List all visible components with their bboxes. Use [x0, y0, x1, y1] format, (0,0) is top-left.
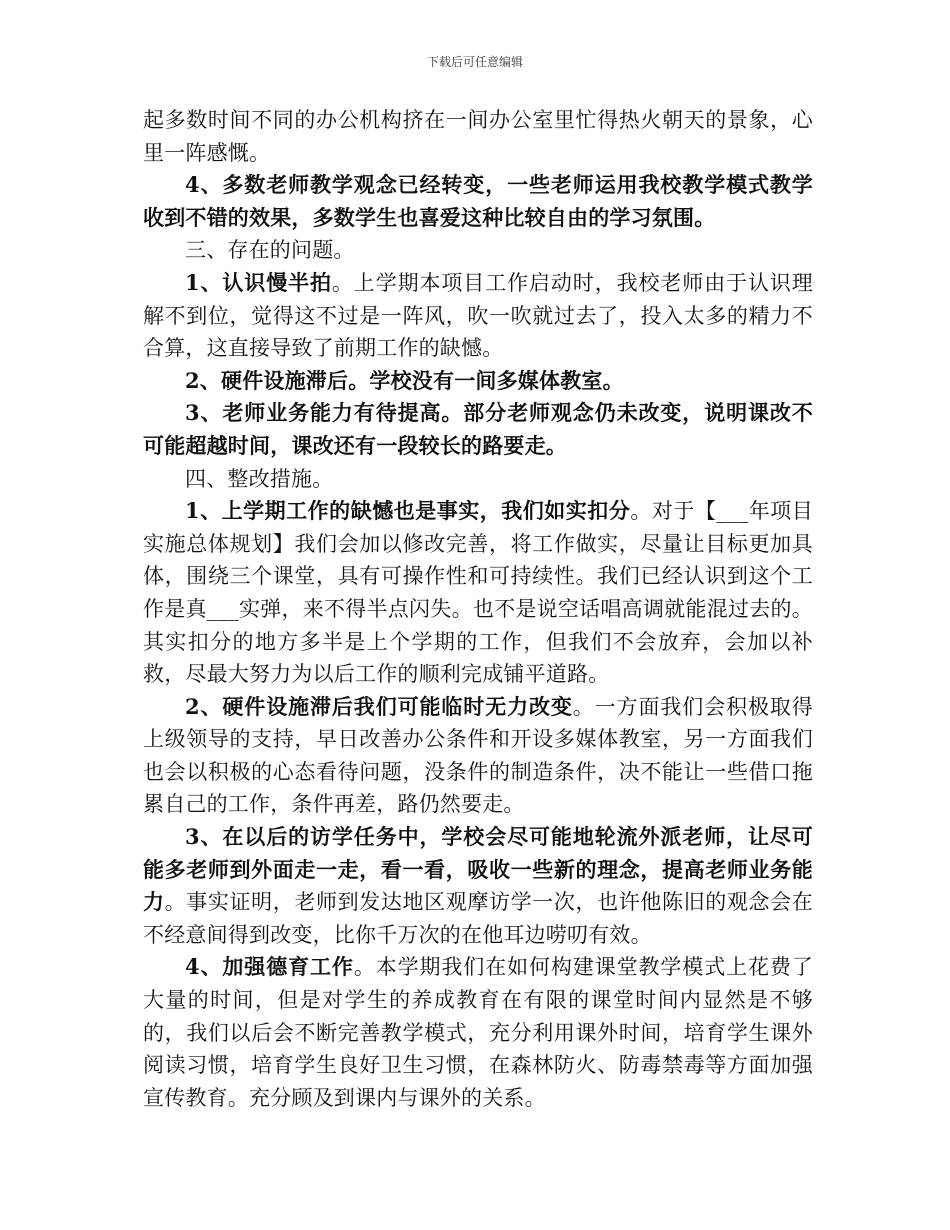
- paragraph-lead: 4、加强德育工作: [185, 954, 354, 980]
- paragraph: 1、上学期工作的缺憾也是事实，我们如实扣分。对于【___年项目实施总体规划】我们会加以修改完善，将工作做实，尽量让目标更加具体，围绕三个课堂，具有可操作性和可持续性。我们已经认识到这个工作是真___实弹，来不得半点闪失。也不是说空话唱高调就能混过去的。其实扣分的地方多半是上个学期的工作，但我们不会放弃，会加以补救，尽最大努力为以后工作的顺利完成铺平道路。: [143, 498, 813, 687]
- paragraph: 2、硬件设施滞后。学校没有一间多媒体教室。: [185, 367, 624, 393]
- paragraph-lead: 3、在以后的访学任务中，学校会尽可能地轮流外派老师，让尽可能多老师到外面走一走，看一看，吸收一些新的理念，提高老师业务能力: [143, 824, 813, 915]
- paragraph: 4、加强德育工作。本学期我们在如何构建课堂教学模式上花费了大量的时间，但是对学生的养成教育在有限的课堂时间内显然是不够的，我们以后会不断完善教学模式，充分利用课外时间，培育学生课外阅读习惯，培育学生良好卫生习惯，在森林防火、防毒禁毒等方面加强宣传教育。充分顾及到课内与课外的关系。: [143, 954, 813, 1110]
- section-heading: 四、整改措施。: [185, 466, 334, 491]
- paragraph: 2、硬件设施滞后我们可能临时无力改变。一方面我们会积极取得上级领导的支持，早日改善办公条件和开设多媒体教室，另一方面我们也会以积极的心态看待问题，没条件的制造条件，决不能让一些借口拖累自己的工作，条件再差，路仍然要走。: [143, 693, 813, 817]
- document-body: [143, 104, 813, 1114]
- paragraph: 起多数时间不同的办公机构挤在一间办公室里忙得热火朝天的景象，心里一阵感慨。: [143, 108, 813, 165]
- paragraph-lead: 1、认识慢半拍: [185, 269, 332, 295]
- paragraph: 3、在以后的访学任务中，学校会尽可能地轮流外派老师，让尽可能多老师到外面走一走，看一看，吸收一些新的理念，提高老师业务能力。事实证明，老师到发达地区观摩访学一次，也许他陈旧的观念会在不经意间得到改变，比你千万次的在他耳边唠叨有效。: [143, 824, 814, 947]
- section-heading: 三、存在的问题。: [185, 238, 355, 263]
- paragraph-lead: 2、硬件设施滞后我们可能临时无力改变: [185, 693, 573, 719]
- page-header: 下载后可任意编辑: [426, 55, 523, 69]
- paragraph: 1、认识慢半拍。上学期本项目工作启动时，我校老师由于认识理解不到位，觉得这不过是一阵风，吹一吹就过去了，投入太多的精力不合算，这直接导致了前期工作的缺憾。: [143, 269, 813, 361]
- paragraph: 3、老师业务能力有待提高。部分老师观念仍未改变，说明课改不可能超越时间，课改还有一段较长的路要走。: [143, 400, 813, 458]
- paragraph: 4、多数老师教学观念已经转变，一些老师运用我校教学模式教学收到不错的效果，多数学生也喜爱这种比较自由的学习氛围。: [143, 172, 813, 230]
- paragraph-lead: 1、上学期工作的缺憾也是事实，我们如实扣分: [185, 498, 631, 524]
